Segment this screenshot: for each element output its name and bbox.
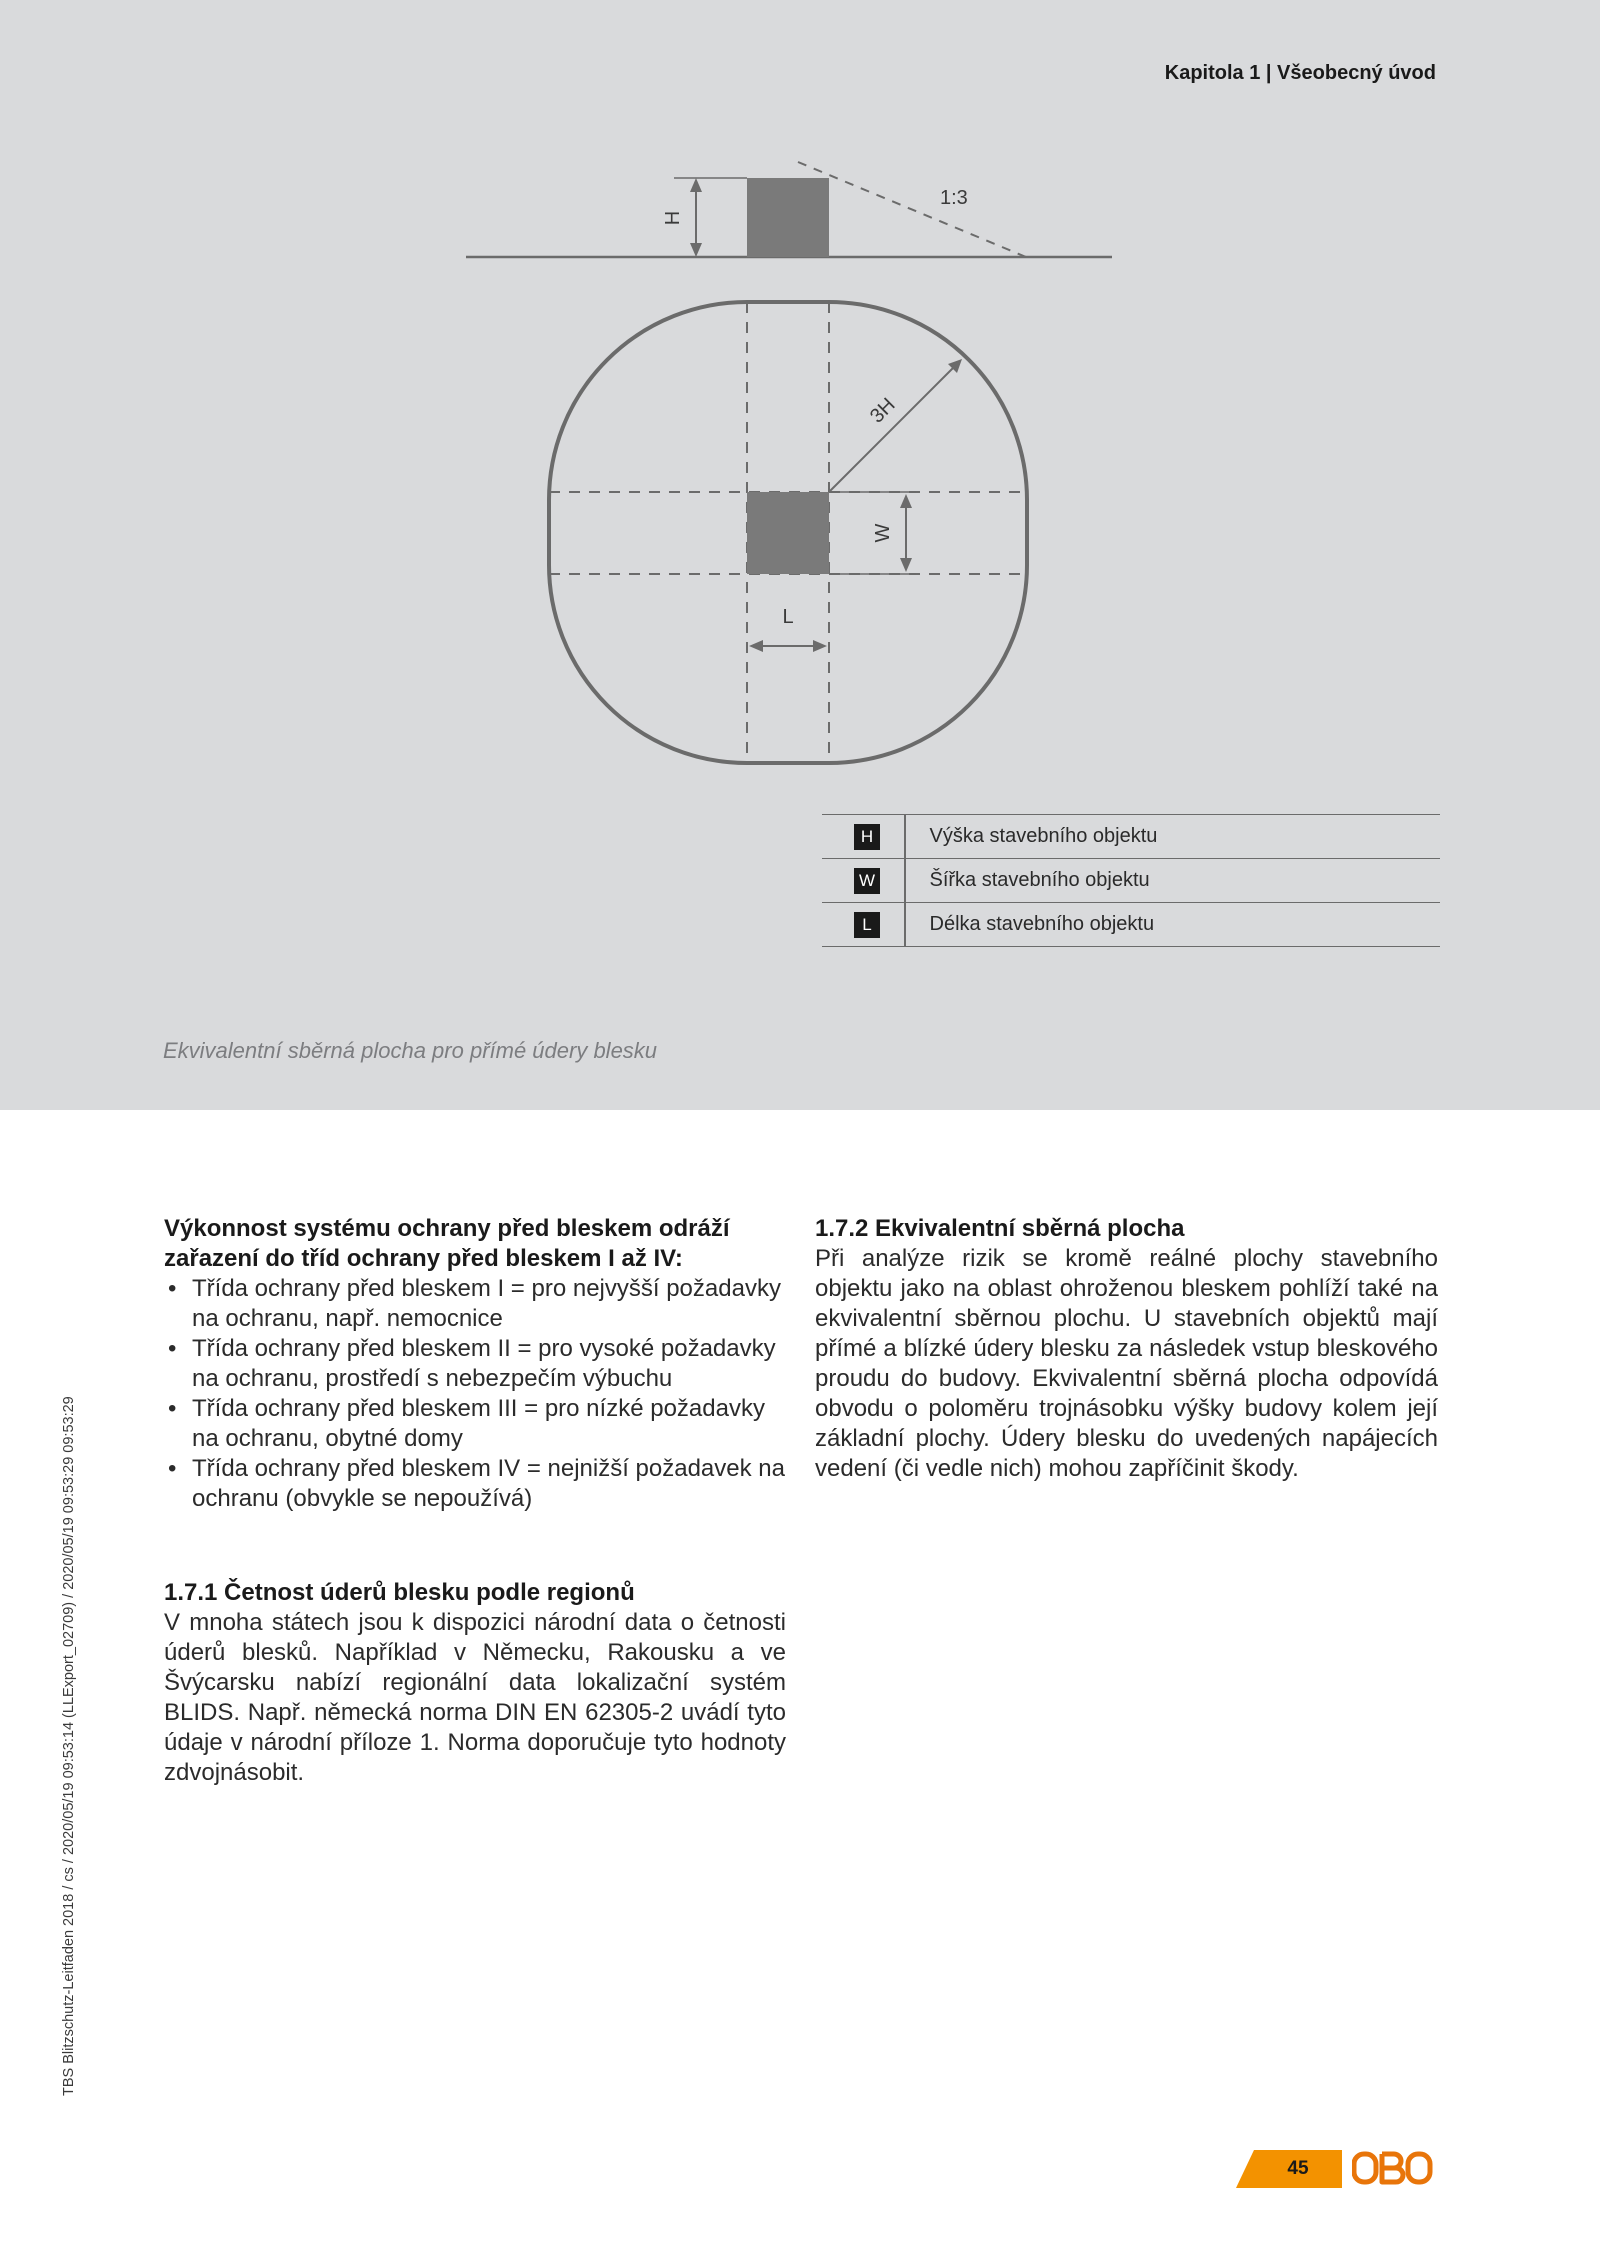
legend-row: [822, 859, 1440, 903]
section-heading-1-7-2: 1.7.2 Ekvivalentní sběrná plocha: [815, 1215, 1185, 1242]
width-arrow-bottom: [900, 558, 912, 572]
legend-key: H: [854, 824, 880, 850]
radius-label: 3H: [865, 393, 900, 428]
side-imprint: TBS Blitzschutz-Leitfaden 2018 / cs / 2020/05/19 09:53:14 (LLExport_02709) / 2020/05/19 09:53:29 09:53:29: [61, 1396, 77, 2096]
figure-caption: Ekvivalentní sběrná plocha pro přímé údery blesku: [163, 1038, 658, 1063]
section-text-1-7-2: Při analýze rizik se kromě reálné plochy stavebního objektu jako na oblast ohroženou bleskem pohlíží také na ekvivalentní sběrnou plochu. U stavebních objektů mají přímé a blízké údery blesku za následek vstup bleskového proudu do budovy. Ekvivalentní sběrná plocha odpovídá obvodu o poloměru trojnásobku výšky budovy kolem její základní plochy. Údery blesku do uvedených napájecích vedení (či vedle nich) mohou zapříčinit škody.: [815, 1245, 1438, 1482]
legend-row: [822, 815, 1440, 859]
slope-line: [798, 162, 1026, 257]
list-item: • Třída ochrany před bleskem IV = nejnižší požadavek na ochranu (obvykle se nepoužívá): [164, 1454, 786, 1514]
building-side-view: [747, 178, 829, 257]
slope-label: 1:3: [940, 187, 968, 209]
length-arrow-right: [813, 640, 827, 652]
legend-text: Délka stavebního objektu: [929, 913, 1155, 935]
left-column: [164, 1214, 786, 1788]
logo-text: [1354, 2150, 1432, 2186]
radius-line: [829, 364, 957, 492]
list-item: • Třída ochrany před bleskem I = pro nejvyšší požadavky na ochranu, např. nemocnice: [164, 1274, 786, 1334]
legend-divider: [904, 859, 906, 902]
legend-key: L: [854, 912, 880, 938]
protection-class-list: [164, 1274, 786, 1514]
height-label: H: [662, 210, 684, 226]
length-arrow-left: [749, 640, 763, 652]
section-heading-1-7-1: 1.7.1 Četnost úderů blesku podle regionů: [164, 1579, 635, 1606]
chapter-header: Kapitola 1 | Všeobecný úvod: [1164, 62, 1436, 84]
building-top-view: [747, 492, 829, 574]
height-arrow-bottom: [690, 243, 702, 257]
section-gap: [164, 1514, 786, 1578]
list-item: • Třída ochrany před bleskem III = pro nízké požadavky na ochranu, obytné domy: [164, 1394, 786, 1454]
list-item: • Třída ochrany před bleskem II = pro vysoké požadavky na ochranu, prostředí s nebezpečím výbuchu: [164, 1334, 786, 1394]
height-arrow-top: [690, 178, 702, 192]
width-arrow-top: [900, 494, 912, 508]
length-label: L: [782, 606, 794, 628]
legend-divider: [904, 903, 906, 946]
intro-heading: Výkonnost systému ochrany před bleskem odráží zařazení do tříd ochrany před bleskem I až IV:: [164, 1215, 730, 1272]
right-column: [815, 1214, 1438, 1484]
page-number: 45: [1287, 2158, 1309, 2179]
legend-text: Výška stavebního objektu: [929, 825, 1158, 847]
legend-text: Šířka stavebního objektu: [929, 869, 1150, 891]
legend-row: [822, 903, 1440, 947]
legend-table: [822, 814, 1440, 947]
section-text-1-7-1: V mnoha státech jsou k dispozici národní data o četnosti úderů blesků. Například v Německu, Rakousku a ve Švýcarsku nabízí regionální data lokalizační systém BLIDS. Např. německá norma DIN EN 62305-2 uvádí tyto údaje v národní příloze 1. Norma doporučuje tyto hodnoty zdvojnásobit.: [164, 1609, 786, 1786]
legend-key: W: [854, 868, 880, 894]
width-label: W: [872, 523, 894, 543]
legend-divider: [904, 815, 906, 858]
